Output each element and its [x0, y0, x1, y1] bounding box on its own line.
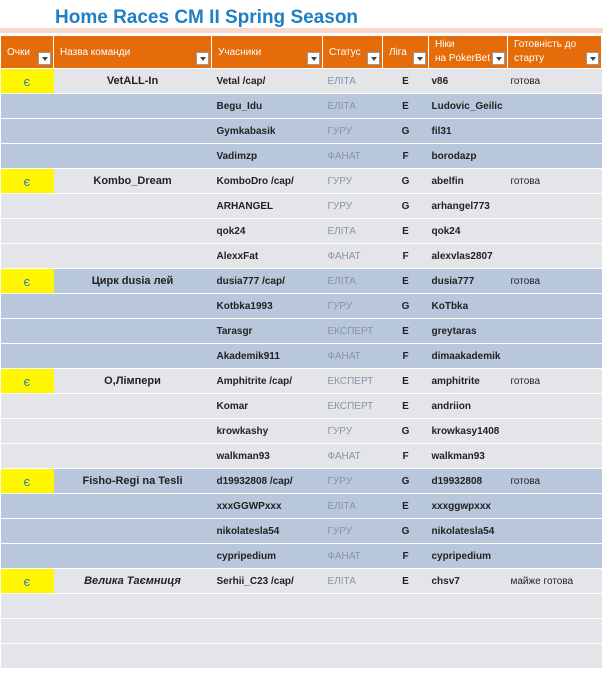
status-cell[interactable]: ГУРУ: [323, 419, 383, 444]
status-cell[interactable]: ЕЛІТА: [323, 269, 383, 294]
ready-cell[interactable]: [508, 544, 602, 569]
player-cell[interactable]: Begu_Idu: [212, 94, 323, 119]
ready-cell[interactable]: готова: [508, 69, 602, 94]
nick-cell[interactable]: qok24: [429, 219, 508, 244]
league-cell[interactable]: E: [383, 219, 429, 244]
table-row: [1, 294, 602, 319]
league-cell[interactable]: [383, 644, 429, 669]
status-cell[interactable]: [323, 594, 383, 619]
team-name-cell[interactable]: [54, 119, 212, 144]
table-row: [1, 519, 602, 544]
player-cell[interactable]: walkman93: [212, 444, 323, 469]
nick-cell[interactable]: v86: [429, 69, 508, 94]
score-cell[interactable]: [1, 594, 54, 619]
player-cell[interactable]: qok24: [212, 219, 323, 244]
teams-table: [0, 36, 602, 669]
league-cell[interactable]: F: [383, 444, 429, 469]
player-cell[interactable]: d19932808 /cap/: [212, 469, 323, 494]
team-name-cell[interactable]: Kombo_Dream: [54, 169, 212, 194]
table-row: [1, 369, 602, 394]
player-cell[interactable]: [212, 644, 323, 669]
player-cell[interactable]: cypripedium: [212, 544, 323, 569]
nick-cell[interactable]: abelfin: [429, 169, 508, 194]
status-cell[interactable]: ЕЛІТА: [323, 569, 383, 594]
league-cell[interactable]: E: [383, 69, 429, 94]
score-cell[interactable]: [1, 144, 54, 169]
nick-cell[interactable]: xxxggwpxxx: [429, 494, 508, 519]
table-row: [1, 619, 602, 644]
table-row: [1, 94, 602, 119]
player-cell[interactable]: Vadimzp: [212, 144, 323, 169]
table-row: [1, 594, 602, 619]
team-name-cell[interactable]: [54, 519, 212, 544]
header-nick-label: [435, 38, 490, 66]
score-cell[interactable]: є: [1, 169, 54, 194]
page-title: Home Races CM II Spring Season: [55, 7, 359, 28]
team-name-cell[interactable]: VetALL-In: [54, 69, 212, 94]
player-cell[interactable]: Kotbka1993: [212, 294, 323, 319]
ready-cell[interactable]: [508, 594, 602, 619]
header-score: [1, 36, 54, 69]
status-cell[interactable]: ГУРУ: [323, 119, 383, 144]
team-name-cell[interactable]: [54, 619, 212, 644]
nick-cell[interactable]: dusia777: [429, 269, 508, 294]
nick-cell[interactable]: amphitrite: [429, 369, 508, 394]
team-name-cell[interactable]: [54, 544, 212, 569]
league-cell[interactable]: [383, 619, 429, 644]
player-cell[interactable]: nikolatesla54: [212, 519, 323, 544]
ready-cell[interactable]: [508, 494, 602, 519]
header-players-label: Учасники: [218, 46, 262, 58]
nick-cell[interactable]: fil31: [429, 119, 508, 144]
header-league: [383, 36, 429, 69]
league-cell[interactable]: G: [383, 169, 429, 194]
league-cell[interactable]: E: [383, 394, 429, 419]
league-cell[interactable]: G: [383, 294, 429, 319]
status-cell[interactable]: ЕКСПЕРТ: [323, 394, 383, 419]
table-row: [1, 69, 602, 94]
filter-dropdown-icon[interactable]: [367, 52, 380, 65]
header-row: [1, 36, 602, 69]
nick-cell[interactable]: nikolatesla54: [429, 519, 508, 544]
status-cell[interactable]: ЕКСПЕРТ: [323, 319, 383, 344]
score-cell[interactable]: [1, 644, 54, 669]
status-cell[interactable]: ГУРУ: [323, 194, 383, 219]
status-cell[interactable]: [323, 619, 383, 644]
table-row: [1, 169, 602, 194]
table-row: [1, 144, 602, 169]
ready-cell[interactable]: [508, 419, 602, 444]
team-name-cell[interactable]: [54, 419, 212, 444]
ready-cell[interactable]: готова: [508, 369, 602, 394]
header-nick: [429, 36, 508, 69]
league-cell[interactable]: F: [383, 544, 429, 569]
league-cell[interactable]: E: [383, 94, 429, 119]
team-name-cell[interactable]: [54, 144, 212, 169]
team-name-cell[interactable]: [54, 244, 212, 269]
status-cell[interactable]: ФАНАТ: [323, 444, 383, 469]
status-cell[interactable]: ФАНАТ: [323, 344, 383, 369]
header-nick-line1: Ніки: [435, 39, 455, 50]
player-cell[interactable]: krowkashy: [212, 419, 323, 444]
header-ready-line2: старту: [514, 53, 545, 64]
table-row: [1, 194, 602, 219]
league-cell[interactable]: G: [383, 119, 429, 144]
team-name-cell[interactable]: [54, 94, 212, 119]
nick-cell[interactable]: chsv7: [429, 569, 508, 594]
header-ready: [508, 36, 602, 69]
nick-cell[interactable]: Ludovic_Geilic: [429, 94, 508, 119]
status-cell[interactable]: ЕЛІТА: [323, 219, 383, 244]
player-cell[interactable]: [212, 619, 323, 644]
league-cell[interactable]: E: [383, 369, 429, 394]
header-players: [212, 36, 323, 69]
player-cell[interactable]: Tarasgr: [212, 319, 323, 344]
nick-cell[interactable]: greytaras: [429, 319, 508, 344]
header-nick-line2: на PokerBet: [435, 53, 490, 64]
player-cell[interactable]: ARHANGEL: [212, 194, 323, 219]
score-cell[interactable]: є: [1, 469, 54, 494]
score-cell[interactable]: є: [1, 269, 54, 294]
score-cell[interactable]: [1, 519, 54, 544]
header-ready-line1: Готовність до: [514, 39, 577, 50]
player-cell[interactable]: AlexxFat: [212, 244, 323, 269]
score-cell[interactable]: [1, 419, 54, 444]
table-row: [1, 319, 602, 344]
player-cell[interactable]: Komar: [212, 394, 323, 419]
league-cell[interactable]: E: [383, 569, 429, 594]
team-name-cell[interactable]: Велика Таємниця: [54, 569, 212, 594]
table-row: [1, 419, 602, 444]
table-row: [1, 394, 602, 419]
player-cell[interactable]: xxxGGWPxxx: [212, 494, 323, 519]
table-row: [1, 569, 602, 594]
nick-cell[interactable]: krowkasy1408: [429, 419, 508, 444]
nick-cell[interactable]: [429, 594, 508, 619]
nick-cell[interactable]: d19932808: [429, 469, 508, 494]
ready-cell[interactable]: готова: [508, 469, 602, 494]
ready-cell[interactable]: [508, 344, 602, 369]
nick-cell[interactable]: borodazp: [429, 144, 508, 169]
ready-cell[interactable]: [508, 194, 602, 219]
player-cell[interactable]: Gymkabasik: [212, 119, 323, 144]
header-status-label: Статус: [329, 46, 361, 58]
nick-cell[interactable]: alexvlas2807: [429, 244, 508, 269]
status-cell[interactable]: ГУРУ: [323, 294, 383, 319]
league-cell[interactable]: [383, 594, 429, 619]
league-cell[interactable]: G: [383, 419, 429, 444]
score-cell[interactable]: [1, 244, 54, 269]
status-cell[interactable]: ГУРУ: [323, 469, 383, 494]
score-cell[interactable]: [1, 444, 54, 469]
team-name-cell[interactable]: [54, 319, 212, 344]
league-cell[interactable]: G: [383, 519, 429, 544]
ready-cell[interactable]: майже готова: [508, 569, 602, 594]
player-cell[interactable]: KomboDro /cap/: [212, 169, 323, 194]
ready-cell[interactable]: [508, 444, 602, 469]
status-cell[interactable]: ЕКСПЕРТ: [323, 369, 383, 394]
status-cell[interactable]: ЕЛІТА: [323, 94, 383, 119]
status-cell[interactable]: ГУРУ: [323, 519, 383, 544]
score-cell[interactable]: [1, 319, 54, 344]
team-name-cell[interactable]: Fisho-Regi na Tesli: [54, 469, 212, 494]
team-name-cell[interactable]: [54, 494, 212, 519]
league-cell[interactable]: E: [383, 269, 429, 294]
player-cell[interactable]: Amphitrite /cap/: [212, 369, 323, 394]
score-cell[interactable]: є: [1, 569, 54, 594]
score-cell[interactable]: [1, 394, 54, 419]
table-row: [1, 244, 602, 269]
ready-cell[interactable]: [508, 394, 602, 419]
status-cell[interactable]: ФАНАТ: [323, 144, 383, 169]
league-cell[interactable]: G: [383, 194, 429, 219]
header-team-label: Назва команди: [60, 46, 131, 58]
table-row: [1, 119, 602, 144]
nick-cell[interactable]: KoTbka: [429, 294, 508, 319]
score-cell[interactable]: [1, 494, 54, 519]
ready-cell[interactable]: [508, 294, 602, 319]
nick-cell[interactable]: cypripedium: [429, 544, 508, 569]
ready-cell[interactable]: [508, 319, 602, 344]
player-cell[interactable]: Vetal /cap/: [212, 69, 323, 94]
table-row: [1, 544, 602, 569]
filter-dropdown-icon[interactable]: [586, 52, 599, 65]
nick-cell[interactable]: andriion: [429, 394, 508, 419]
status-cell[interactable]: ФАНАТ: [323, 244, 383, 269]
header-ready-label: [514, 38, 576, 66]
ready-cell[interactable]: [508, 94, 602, 119]
nick-cell[interactable]: arhangel773: [429, 194, 508, 219]
team-name-cell[interactable]: [54, 219, 212, 244]
ready-cell[interactable]: [508, 119, 602, 144]
team-name-cell[interactable]: [54, 644, 212, 669]
score-cell[interactable]: [1, 194, 54, 219]
nick-cell[interactable]: walkman93: [429, 444, 508, 469]
score-cell[interactable]: [1, 619, 54, 644]
team-name-cell[interactable]: [54, 294, 212, 319]
team-name-cell[interactable]: [54, 344, 212, 369]
team-name-cell[interactable]: [54, 594, 212, 619]
filter-dropdown-icon[interactable]: [492, 52, 505, 65]
score-cell[interactable]: є: [1, 369, 54, 394]
header-score-label: Очки: [7, 46, 30, 58]
nick-cell[interactable]: [429, 619, 508, 644]
team-name-cell[interactable]: Цирк dusia лей: [54, 269, 212, 294]
table-row: [1, 469, 602, 494]
ready-cell[interactable]: [508, 144, 602, 169]
ready-cell[interactable]: готова: [508, 269, 602, 294]
team-name-cell[interactable]: [54, 394, 212, 419]
league-cell[interactable]: F: [383, 244, 429, 269]
table-row: [1, 219, 602, 244]
team-name-cell[interactable]: [54, 194, 212, 219]
score-cell[interactable]: [1, 219, 54, 244]
league-cell[interactable]: G: [383, 469, 429, 494]
header-league-label: Ліга: [389, 46, 407, 58]
nick-cell[interactable]: [429, 644, 508, 669]
score-cell[interactable]: [1, 94, 54, 119]
score-cell[interactable]: [1, 544, 54, 569]
ready-cell[interactable]: [508, 219, 602, 244]
player-cell[interactable]: [212, 594, 323, 619]
league-cell[interactable]: F: [383, 144, 429, 169]
header-team: [54, 36, 212, 69]
league-cell[interactable]: E: [383, 494, 429, 519]
player-cell[interactable]: Serhii_C23 /cap/: [212, 569, 323, 594]
nick-cell[interactable]: dimaakademik: [429, 344, 508, 369]
status-cell[interactable]: ГУРУ: [323, 169, 383, 194]
player-cell[interactable]: dusia777 /cap/: [212, 269, 323, 294]
status-cell[interactable]: ФАНАТ: [323, 544, 383, 569]
score-cell[interactable]: [1, 119, 54, 144]
ready-cell[interactable]: [508, 244, 602, 269]
ready-cell[interactable]: [508, 644, 602, 669]
league-cell[interactable]: E: [383, 319, 429, 344]
table-row: [1, 644, 602, 669]
table-row: [1, 269, 602, 294]
status-cell[interactable]: ЕЛІТА: [323, 494, 383, 519]
score-cell[interactable]: є: [1, 69, 54, 94]
team-name-cell[interactable]: О,Лімпери: [54, 369, 212, 394]
filter-dropdown-icon[interactable]: [307, 52, 320, 65]
team-name-cell[interactable]: [54, 444, 212, 469]
title-underline: [0, 28, 603, 33]
filter-dropdown-icon[interactable]: [413, 52, 426, 65]
status-cell[interactable]: [323, 644, 383, 669]
table-row: [1, 494, 602, 519]
player-cell[interactable]: Akademik911: [212, 344, 323, 369]
ready-cell[interactable]: [508, 519, 602, 544]
league-cell[interactable]: F: [383, 344, 429, 369]
filter-dropdown-icon[interactable]: [38, 52, 51, 65]
score-cell[interactable]: [1, 344, 54, 369]
table-row: [1, 344, 602, 369]
status-cell[interactable]: ЕЛІТА: [323, 69, 383, 94]
filter-dropdown-icon[interactable]: [196, 52, 209, 65]
header-status: [323, 36, 383, 69]
score-cell[interactable]: [1, 294, 54, 319]
ready-cell[interactable]: готова: [508, 169, 602, 194]
ready-cell[interactable]: [508, 619, 602, 644]
table-row: [1, 444, 602, 469]
